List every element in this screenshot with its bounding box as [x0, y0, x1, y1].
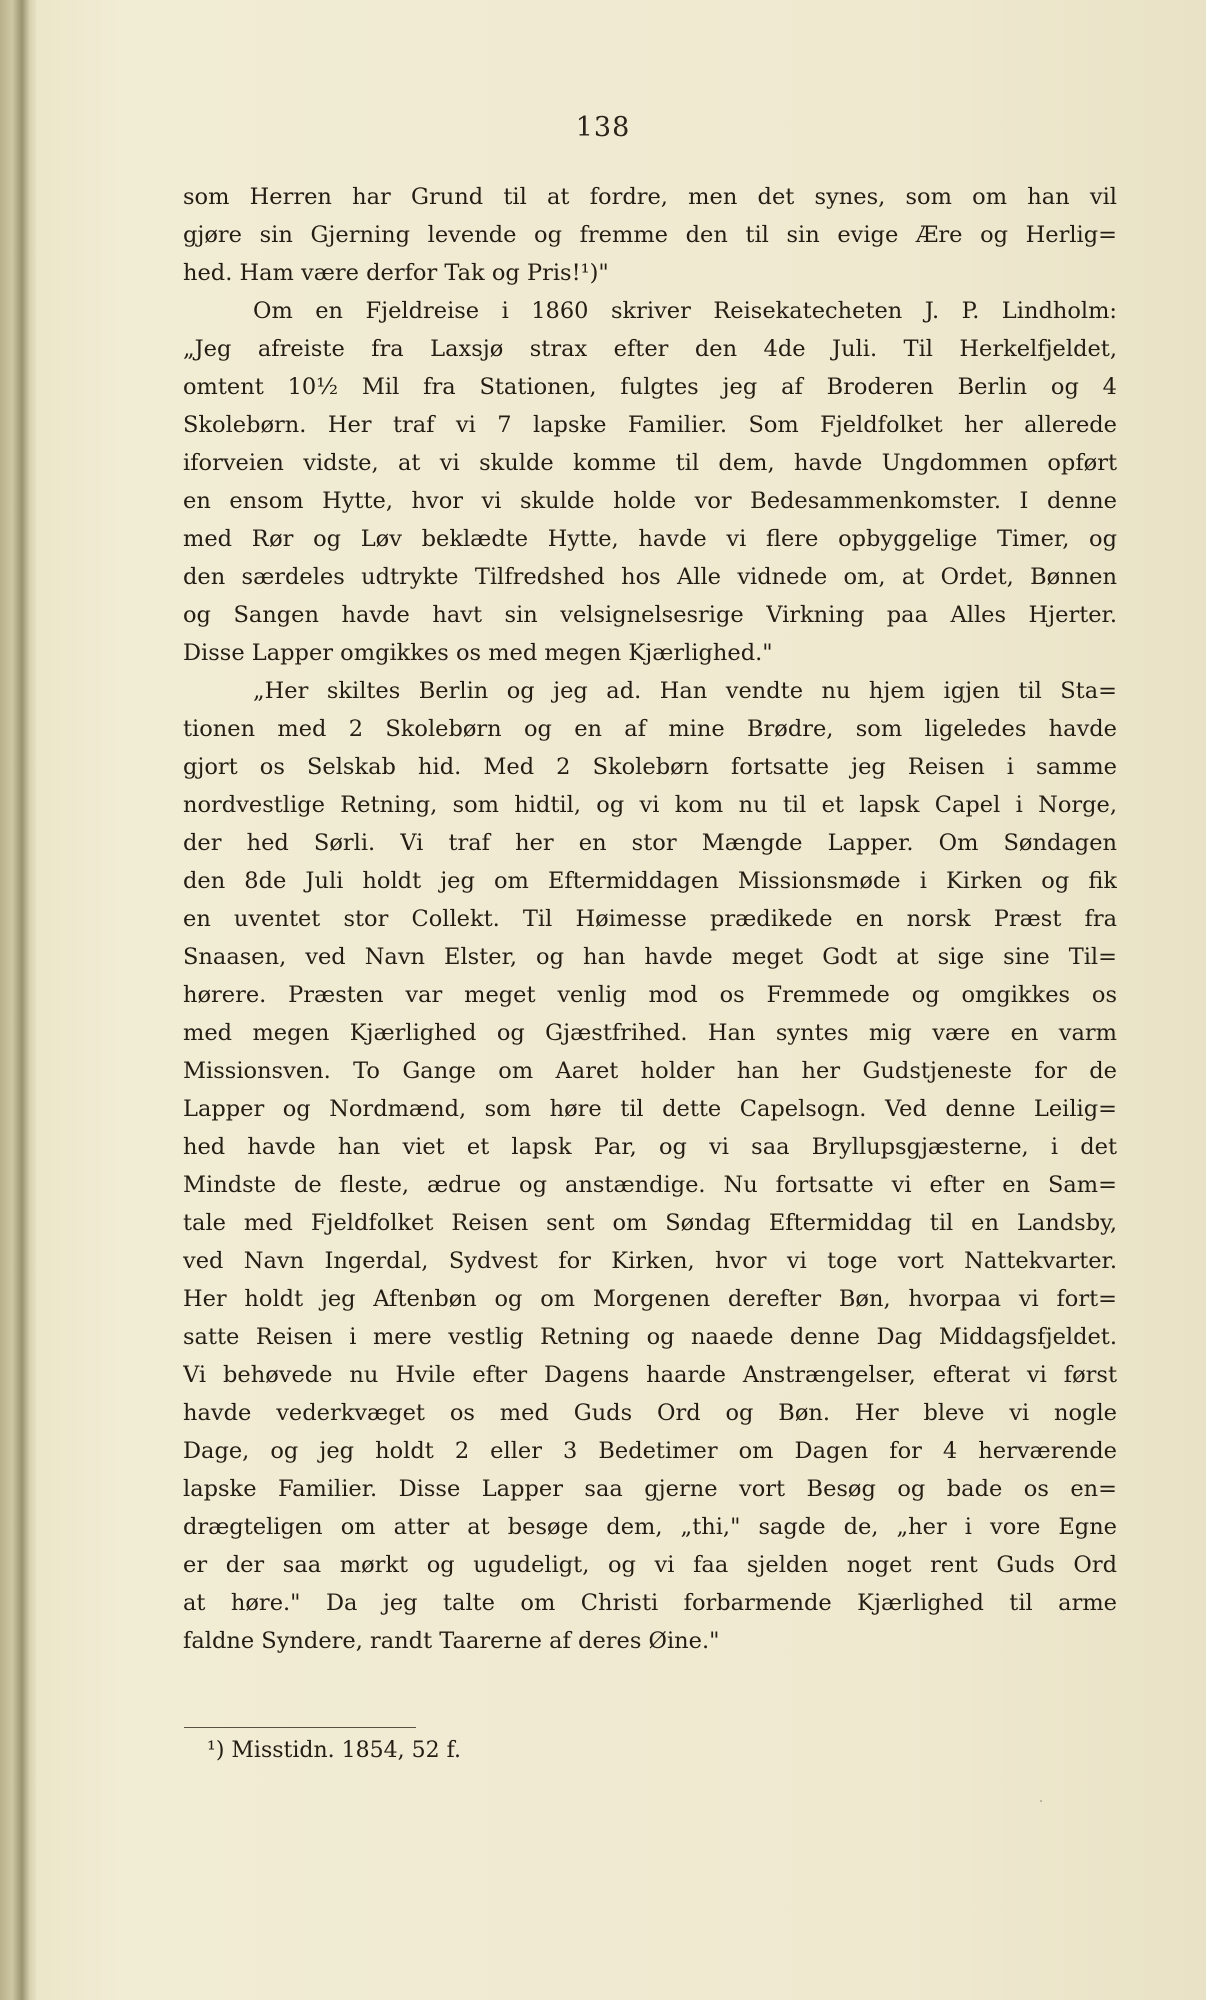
text-line: nordvestlige Retning, som hidtil, og vi kom nu til et lapsk Capel i Norge,: [183, 792, 1117, 818]
text-line: den 8de Juli holdt jeg om Eftermiddagen Missionsmøde i Kirken og fik: [183, 868, 1117, 894]
text-line: hed havde han viet et lapsk Par, og vi saa Bryllupsgjæsterne, i det: [183, 1134, 1117, 1160]
text-line: tale med Fjeldfolket Reisen sent om Søndag Eftermiddag til en Landsby,: [183, 1210, 1117, 1236]
text-line: iforveien vidste, at vi skulde komme til dem, havde Ungdommen opført: [183, 450, 1117, 476]
text-line: havde vederkvæget os med Guds Ord og Bøn. Her bleve vi nogle: [183, 1400, 1117, 1426]
text-line: drægteligen om atter at besøge dem, „thi," sagde de, „her i vore Egne: [183, 1514, 1117, 1540]
text-line: at høre." Da jeg talte om Christi forbarmende Kjærlighed til arme: [183, 1590, 1117, 1616]
text-line: Dage, og jeg holdt 2 eller 3 Bedetimer om Dagen for 4 herværende: [183, 1438, 1117, 1464]
text-line: Missionsven. To Gange om Aaret holder han her Gudstjeneste for de: [183, 1058, 1117, 1084]
footnote: ¹) Misstidn. 1854, 52 f.: [207, 1738, 461, 1763]
text-line: med megen Kjærlighed og Gjæstfrihed. Han syntes mig være en varm: [183, 1020, 1117, 1046]
text-line: en uventet stor Collekt. Til Høimesse prædikede en norsk Præst fra: [183, 906, 1117, 932]
text-line: hed. Ham være derfor Tak og Pris!¹)": [183, 260, 609, 286]
text-line: lapske Familier. Disse Lapper saa gjerne vort Besøg og bade os en=: [183, 1476, 1117, 1502]
text-line: „Her skiltes Berlin og jeg ad. Han vendte nu hjem igjen til Sta=: [253, 678, 1117, 704]
text-line: ved Navn Ingerdal, Sydvest for Kirken, hvor vi toge vort Nattekvarter.: [183, 1248, 1117, 1274]
text-line: er der saa mørkt og ugudeligt, og vi faa sjelden noget rent Guds Ord: [183, 1552, 1117, 1578]
page-number: 138: [575, 112, 631, 143]
text-line: omtent 10½ Mil fra Stationen, fulgtes jeg af Broderen Berlin og 4: [183, 374, 1117, 400]
text-line: Mindste de fleste, ædrue og anstændige. Nu fortsatte vi efter en Sam=: [183, 1172, 1117, 1198]
text-line: satte Reisen i mere vestlig Retning og naaede denne Dag Middagsfjeldet.: [183, 1324, 1117, 1350]
text-line: som Herren har Grund til at fordre, men det synes, som om han vil: [183, 184, 1117, 210]
text-line: „Jeg afreiste fra Laxsjø strax efter den 4de Juli. Til Herkelfjeldet,: [183, 336, 1117, 362]
footnote-divider: [184, 1727, 416, 1728]
text-line: Disse Lapper omgikkes os med megen Kjærlighed.": [183, 640, 773, 666]
text-line: og Sangen havde havt sin velsignelsesrige Virkning paa Alles Hjerter.: [183, 602, 1117, 628]
text-line: gjøre sin Gjerning levende og fremme den til sin evige Ære og Herlig=: [183, 222, 1117, 248]
text-line: en ensom Hytte, hvor vi skulde holde vor Bedesammenkomster. I denne: [183, 488, 1117, 514]
body-text: [183, 178, 1117, 1660]
text-line: Her holdt jeg Aftenbøn og om Morgenen derefter Bøn, hvorpaa vi fort=: [183, 1286, 1117, 1312]
text-line: Skolebørn. Her traf vi 7 lapske Familier. Som Fjeldfolket her allerede: [183, 412, 1117, 438]
text-line: faldne Syndere, randt Taarerne af deres Øine.": [183, 1628, 720, 1654]
text-line: Lapper og Nordmænd, som høre til dette Capelsogn. Ved denne Leilig=: [183, 1096, 1117, 1122]
book-spine: [0, 0, 36, 2000]
text-line: Vi behøvede nu Hvile efter Dagens haarde Anstrængelser, efterat vi først: [183, 1362, 1117, 1388]
text-line: tionen med 2 Skolebørn og en af mine Brødre, som ligeledes havde: [183, 716, 1117, 742]
text-line: Snaasen, ved Navn Elster, og han havde meget Godt at sige sine Til=: [183, 944, 1117, 970]
text-line: med Rør og Løv beklædte Hytte, havde vi flere opbyggelige Timer, og: [183, 526, 1117, 552]
paper-speck: [1040, 1800, 1042, 1802]
text-line: gjort os Selskab hid. Med 2 Skolebørn fortsatte jeg Reisen i samme: [183, 754, 1117, 780]
text-line: der hed Sørli. Vi traf her en stor Mængde Lapper. Om Søndagen: [183, 830, 1117, 856]
text-line: hørere. Præsten var meget venlig mod os Fremmede og omgikkes os: [183, 982, 1117, 1008]
text-line: den særdeles udtrykte Tilfredshed hos Alle vidnede om, at Ordet, Bønnen: [183, 564, 1117, 590]
text-line: Om en Fjeldreise i 1860 skriver Reisekatecheten J. P. Lindholm:: [253, 298, 1117, 324]
